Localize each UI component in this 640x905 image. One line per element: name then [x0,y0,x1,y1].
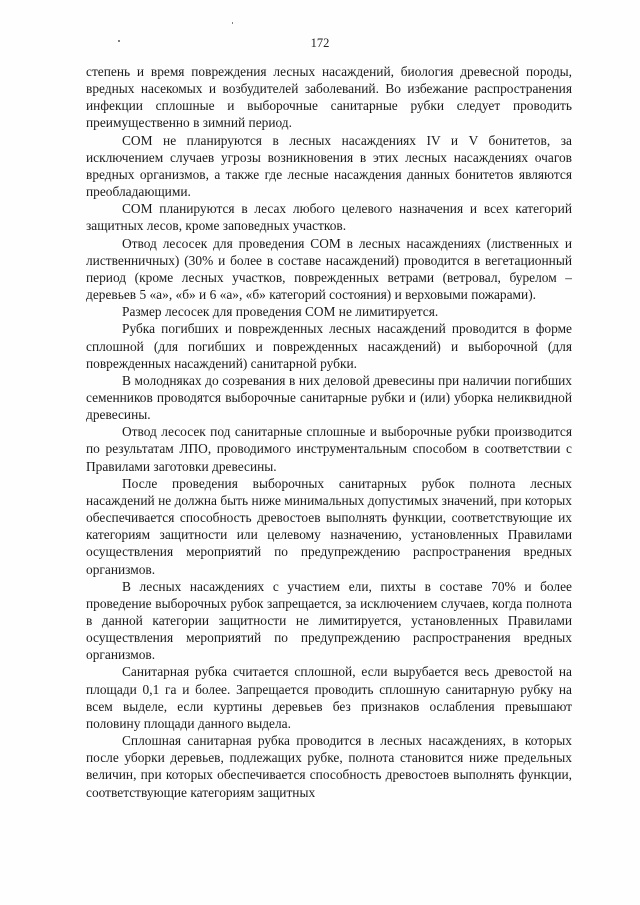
body-text [86,63,572,801]
page-number: 172 [310,36,330,50]
scan-speck [118,40,120,42]
paragraph: В молодняках до созревания в них деловой древесины при наличии погибших семенников проводятся выборочные санитарные рубки и (или) уборка неликвидной древесины. [86,372,572,423]
paragraph: Сплошная санитарная рубка проводится в лесных насаждениях, в которых после уборки деревьев, подлежащих рубке, полнота становится ниже предельных величин, при которых обеспечивается способность древостоев выполнять функции, соответствующие категориям защитных [86,733,572,800]
paragraph: Санитарная рубка считается сплошной, если вырубается весь древостой на площади 0,1 га и более. Запрещается проводить сплошную санитарную рубку на всем выделе, если куртины деревьев без признаков ослабления превышают половину площади данного выдела. [86,664,572,731]
paragraph: В лесных насаждениях с участием ели, пихты в составе 70% и более проведение выборочных рубок запрещается, за исключением случаев, когда полнота в данной категории защитности не лимитируется, установленных Правилами осуществления мероприятий по предупреждению распространения вредных организмов. [86,578,572,663]
paragraph: Отвод лесосек под санитарные сплошные и выборочные рубки производится по результатам ЛПО, проводимого инструментальным способом в соответствии с Правилами заготовки древесины. [86,424,572,474]
scan-speck [232,22,233,24]
paragraph: СОМ планируются в лесах любого целевого назначения и всех категорий защитных лесов, кроме заповедных участков. [86,201,572,234]
paragraph: Рубка погибших и поврежденных лесных насаждений проводится в форме сплошной (для погибших и поврежденных насаждений) и выборочной (для поврежденных насаждений) санитарной рубки. [86,321,572,371]
paragraph: СОМ не планируются в лесных насаждениях IV и V бонитетов, за исключением случаев угрозы возникновения в этих лесных насаждениях очагов вредных организмов, а также где лесные насаждения данных бонитетов являются преобладающими. [86,132,572,200]
paragraph-continuation: степень и время повреждения лесных насаждений, биология древесной породы, вредных насекомых и возбудителей заболеваний. Во избежание распространения инфекции сплошные и выборочные санитарные рубки следует проводить преимущественно в зимний период. [86,64,572,131]
paragraph: Отвод лесосек для проведения СОМ в лесных насаждениях (лиственных и лиственничных) (30% и более в составе насаждений) проводится в вегетационный период (кроме лесных участков, поврежденных ветрами (ветровал, бурелом – деревьев 5 «а», «б» и 6 «а», «б» категорий состояния) и верховыми пожарами). [86,235,572,303]
paragraph: После проведения выборочных санитарных рубок полнота лесных насаждений не должна быть ниже минимальных допустимых значений, при которых обеспечивается способность древостоев выполнять функции, соответствующие их категориям защитности или целевому назначению, установленных Правилами осуществления мероприятий по предупреждению распространения вредных организмов. [86,475,572,577]
paragraph: Размер лесосек для проведения СОМ не лимитируется. [122,304,439,320]
